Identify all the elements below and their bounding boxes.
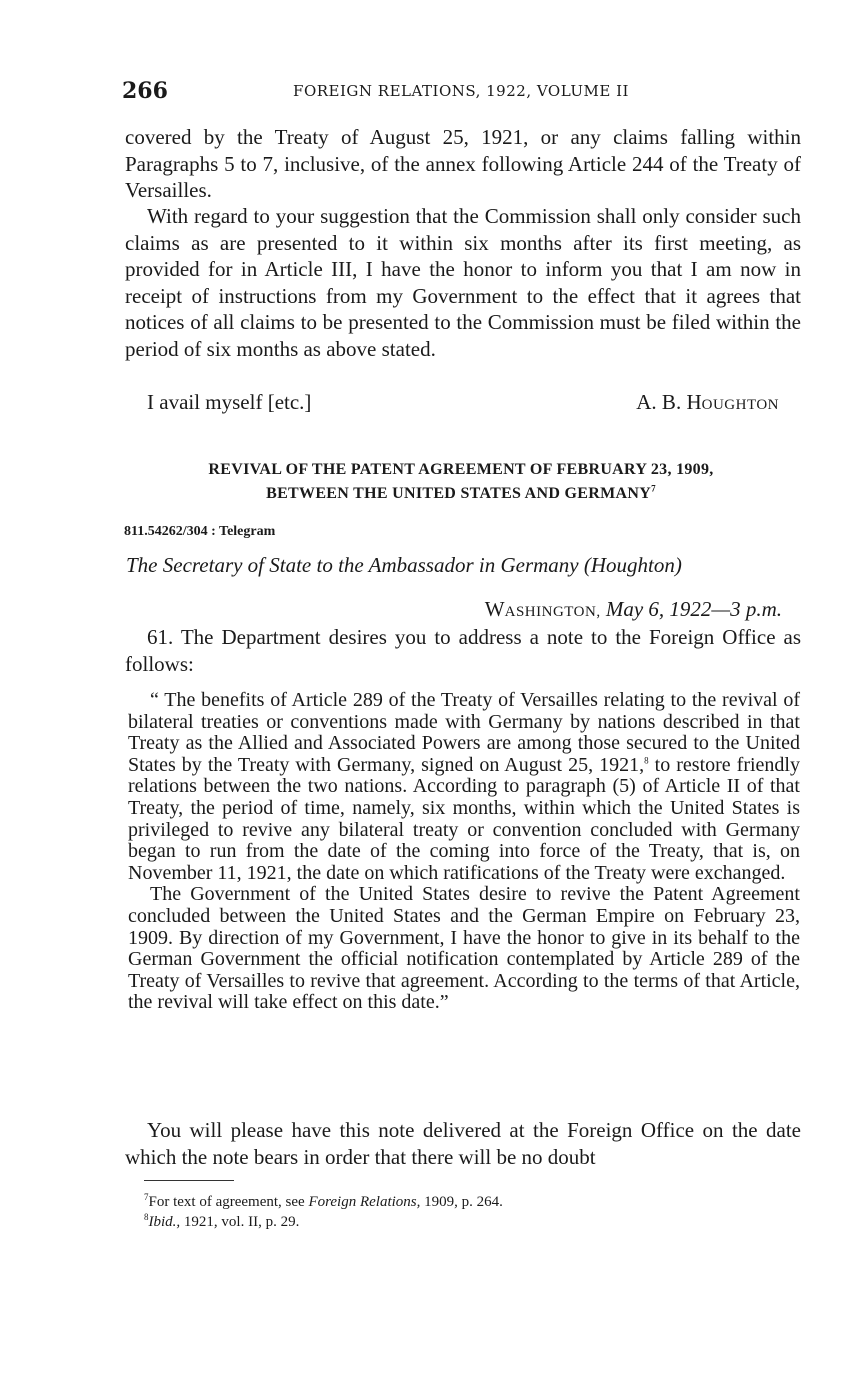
instruction-paragraph: [125, 624, 801, 677]
signoff: [147, 390, 779, 418]
footnote-text: 1921, vol. II, p. 29.: [180, 1214, 300, 1230]
signature: [636, 390, 779, 415]
footnote: [144, 1212, 764, 1232]
paragraph-text: covered by the Treaty of August 25, 1921, or any claims falling within Paragraphs 5 to 7, inclusive, of the annex following Article 244 of the Treaty of Versailles.: [125, 125, 801, 202]
dateline-date: May 6, 1922—3 p.m.: [605, 597, 782, 621]
footnote: [144, 1192, 764, 1212]
quoted-note: [128, 690, 800, 1014]
running-head: [122, 78, 800, 108]
footnote-citation: Foreign Relations,: [308, 1194, 421, 1210]
footnote-ref: 8: [644, 755, 649, 766]
paragraph-text: 61. The Department desires you to address a note to the Foreign Office as follows:: [125, 625, 801, 676]
page-number: 266: [122, 78, 168, 104]
footnotes: [144, 1192, 764, 1232]
closing-paragraph: [125, 1117, 801, 1170]
running-title: FOREIGN RELATIONS, 1922, VOLUME II: [293, 82, 629, 100]
paragraph-text: You will please have this note delivered at the Foreign Office on the date which the note bears in order that there will be no doubt: [125, 1118, 801, 1169]
quote-paragraph-2: The Government of the United States desire to revive the Patent Agreement concluded between the United States and the German Empire on February 23, 1909. By direction of my Government, I have the honor to give in its behalf to the German Government the official notification contemplated by Article 289 of the Treaty of Versailles to revive that agreement. According to the terms of that Article, the revival will take effect on this date.”: [128, 883, 800, 1014]
footnote-text: For text of agreement, see: [148, 1194, 309, 1210]
closing-formula: I avail myself [etc.]: [147, 390, 312, 414]
quote-paragraph-1: [128, 690, 800, 884]
footnote-text: 1909, p. 264.: [420, 1194, 503, 1210]
quote-text: to restore friendly relations between the two nations. According to paragraph (5) of Article II of that Treaty, the period of time, namely, six months, within which the United States is privileged to revive any bilateral treaty or convention concluded with Germany began to run from the date of the coming into force of the Treaty, that is, on November 11, 1921, the date on which ratifications of the Treaty were exchanged.: [128, 753, 800, 884]
footnote-citation: Ibid.,: [148, 1214, 181, 1230]
document-title: The Secretary of State to the Ambassador in Germany (Houghton): [126, 553, 682, 577]
dateline-place: ASHINGTON,: [504, 604, 601, 620]
footnote-mark: 7: [144, 1192, 149, 1202]
section-heading: [122, 458, 800, 506]
footnote-divider: [144, 1180, 234, 1181]
continuation-paragraph: [125, 124, 801, 204]
dateline: [485, 597, 782, 622]
file-reference: 811.54262/304 : Telegram: [124, 524, 276, 539]
signature-initials: A. B. H: [636, 390, 702, 414]
signature-surname: OUGHTON: [701, 397, 779, 413]
paragraph-text: With regard to your suggestion that the Commission shall only consider such claims as are presented to it within six months after its first meeting, as provided for in Article III, I have the honor to inform you that I am now in receipt of instructions from my Government to the effect that it agrees that notices of all claims to be presented to the Commission must be filed within the period of six months as above stated.: [125, 204, 801, 361]
dateline-place-initial: W: [484, 597, 505, 621]
heading-line-1: REVIVAL OF THE PATENT AGREEMENT OF FEBRUARY 23, 1909,: [208, 461, 714, 478]
heading-line-2: BETWEEN THE UNITED STATES AND GERMANY: [266, 485, 652, 502]
reply-paragraph: [125, 203, 801, 362]
quote-text: “ The benefits of Article 289 of the Treaty of Versailles relating to the revival of bilateral treaties or conventions made with Germany by nations described in that Treaty as the Allied and Associated Powers are among those secured to the United States by the Treaty with Germany, signed on August 25, 1921,: [128, 689, 800, 776]
footnote-ref: 7: [651, 483, 656, 494]
heading-line-2-wrap: [122, 482, 800, 506]
footnote-mark: 8: [144, 1212, 149, 1222]
